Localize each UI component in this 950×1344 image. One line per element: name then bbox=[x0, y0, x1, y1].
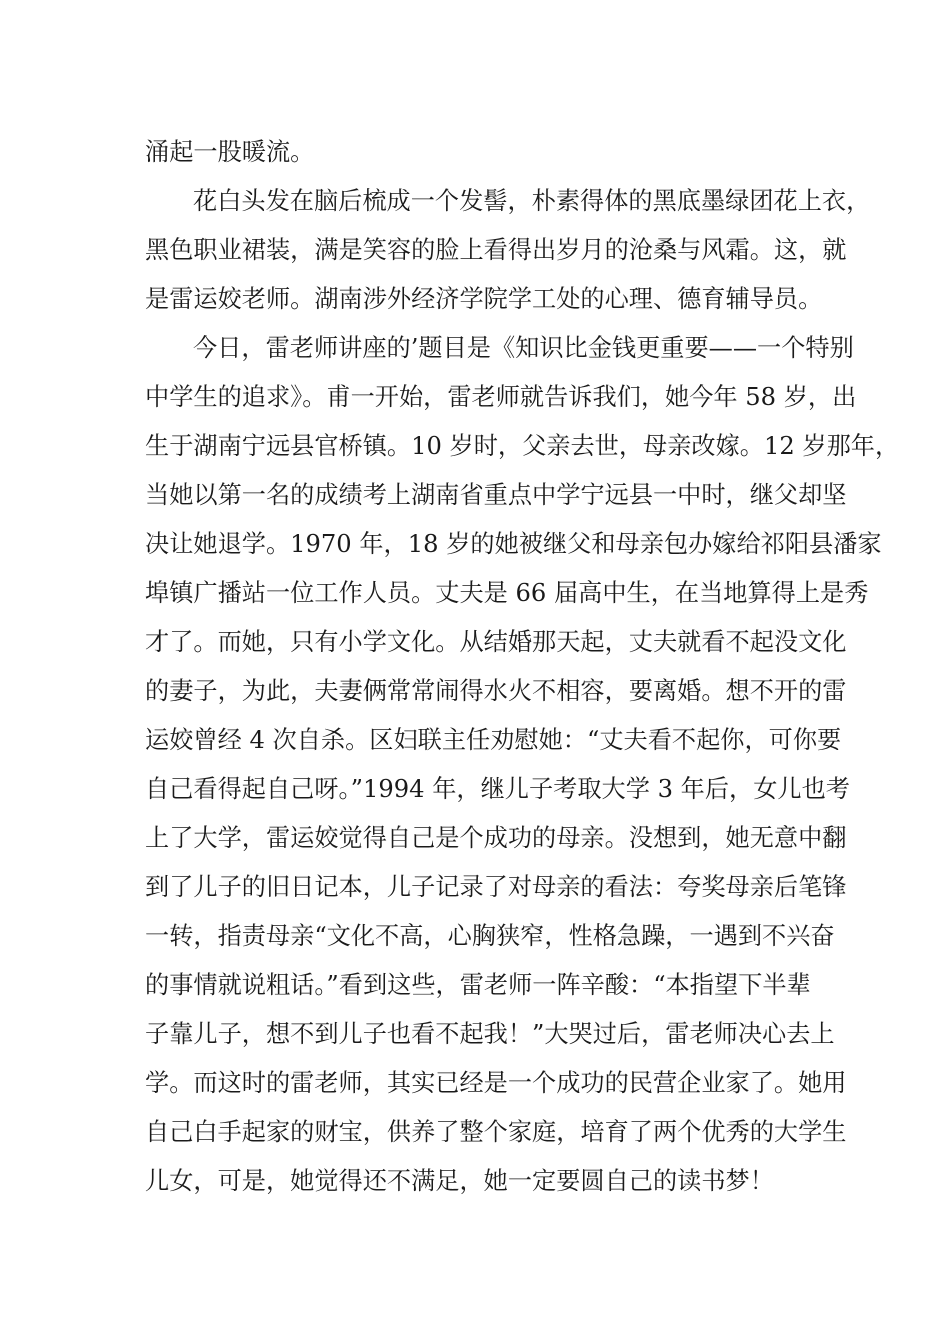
text-line: 当她以第一名的成绩考上湖南省重点中学宁远县一中时，继父却坚 bbox=[145, 481, 847, 509]
text-line: 到了儿子的旧日记本，儿子记录了对母亲的看法：夸奖母亲后笔锋 bbox=[145, 873, 847, 901]
text-line: 儿女，可是，她觉得还不满足，她一定要圆自己的读书梦！ bbox=[145, 1167, 774, 1195]
text-line: 的妻子，为此，夫妻俩常常闹得水火不相容，要离婚。想不开的雷 bbox=[145, 677, 847, 705]
text-line: 运姣曾经 4 次自杀。区妇联主任劝慰她：“丈夫看不起你，可你要 bbox=[145, 726, 842, 754]
text-line: 花白头发在脑后梳成一个发髻，朴素得体的黑底墨绿团花上衣， bbox=[193, 187, 871, 215]
text-line: 的事情就说粗话。”看到这些，雷老师一阵辛酸：“本指望下半辈 bbox=[145, 971, 811, 999]
text-line: 才了。而她，只有小学文化。从结婚那天起，丈夫就看不起没文化 bbox=[145, 628, 847, 656]
text-line: 黑色职业裙装，满是笑容的脸上看得出岁月的沧桑与风霜。这，就 bbox=[145, 236, 847, 264]
text-line: 今日，雷老师讲座的’题目是《知识比金钱更重要——一个特别 bbox=[193, 334, 854, 362]
text-line: 一转，指责母亲“文化不高，心胸狭窄，性格急躁，一遇到不兴奋 bbox=[145, 922, 835, 950]
text-line: 自己看得起自己呀。”1994 年，继儿子考取大学 3 年后，女儿也考 bbox=[145, 775, 850, 803]
text-line: 子靠儿子，想不到儿子也看不起我！”大哭过后，雷老师决心去上 bbox=[145, 1020, 835, 1048]
text-line: 自己白手起家的财宝，供养了整个家庭，培育了两个优秀的大学生 bbox=[145, 1118, 847, 1146]
text-line: 中学生的追求》。甫一开始，雷老师就告诉我们，她今年 58 岁，出 bbox=[145, 383, 857, 411]
text-line: 学。而这时的雷老师，其实已经是一个成功的民营企业家了。她用 bbox=[145, 1069, 847, 1097]
text-line: 决让她退学。1970 年，18 岁的她被继父和母亲包办嫁给祁阳县潘家 bbox=[145, 530, 882, 558]
text-line: 上了大学，雷运姣觉得自己是个成功的母亲。没想到，她无意中翻 bbox=[145, 824, 847, 852]
text-line: 生于湖南宁远县官桥镇。10 岁时，父亲去世，母亲改嫁。12 岁那年， bbox=[145, 432, 900, 460]
text-line: 埠镇广播站一位工作人员。丈夫是 66 届高中生，在当地算得上是秀 bbox=[145, 579, 869, 607]
text-line: 涌起一股暖流。 bbox=[145, 138, 315, 166]
text-line: 是雷运姣老师。湖南涉外经济学院学工处的心理、德育辅导员。 bbox=[145, 285, 823, 313]
